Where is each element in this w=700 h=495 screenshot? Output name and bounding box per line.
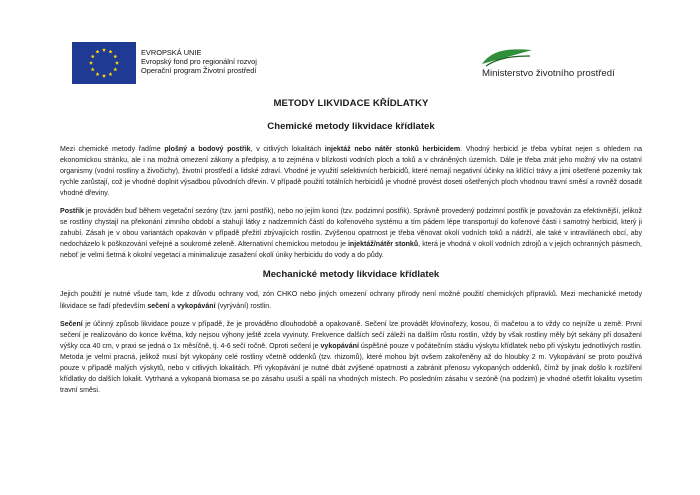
bold-term: vykopávání (320, 342, 359, 350)
eu-line-3: Operační program Životní prostředí (141, 66, 257, 75)
eu-program-text (141, 48, 257, 75)
eu-line-1: EVROPSKÁ UNIE (141, 48, 202, 57)
chemical-paragraph-2: Postřik je prováděn buď během vegetační sezóny (tzv. jarní postřik), nebo no jejím konci (tzv. podzimní postřik). Správně provedený podzimní postřik je považován za efektivnější, jelikož se rostliny chystají na překonání zimního období a stahují látky z nadzemních částí do kořenového systému a tím pádem lépe transportují do kořenové části i samotný herbicid, který ji zahubí. Zásah je v obou variantách opakován v případě přežití zbývajících rostlin. Zvýšenou opatrnost je třeba věnovat okolí vodních toků a nádrží, ale také v intravilánech obcí, aby nedocházelo k poškozování veřejné a soukromé zeleně. Alternativní chemickou metodou je injektáž/nátěr stonků, která je vhodná v okolí vodních zdrojů a v jejich ochranných pásmech, neboť je velmi šetrná k okolní vegetaci a minimalizuje zasažení okolí úniky herbicidu do vody a do půdy. (60, 208, 642, 260)
ministry-name: Ministerstvo životního prostředí (482, 68, 615, 79)
bold-term: injektáž nebo nátěr stonků herbicidem (324, 146, 461, 153)
ministry-logo-block (460, 44, 630, 90)
bold-term: Postřik (60, 208, 84, 216)
chemical-paragraph-1: Mezi chemické metody řadíme plošný a bodový postřik, v citlivých lokalitách injektáž nebo nátěr stonků herbicidem. Vhodný herbicid je třeba vybírat nejen s ohledem na ekonomickou stránku, ale i na možná omezení zákony a předpisy, a to zejména v blízkosti vodních ploch a toků a v chráněných územích. Dále je třeba znát jeho možný vliv na ostatní organismy (vodní rostliny a živočichy), životní prostředí a lidské zdraví. Vhodné je využití selektivních herbicidů, které nemají negativní účinky na klíčící trávy a jimi ošetřené pozemky tak rychle zarůstají, což je vhodné doplnit výsadbou původních dřevin. V případě použití totálních herbicidů je vhodné provést doseti ošetřených ploch vhodnou travní směsí a rovněž dosadit vhodné dřeviny. (60, 146, 643, 198)
mechanical-methods-heading: Mechanické metody likvidace křídlatek (262, 269, 440, 281)
bold-term: plošný a bodový postřik (164, 146, 251, 153)
eu-flag-logo (72, 42, 136, 84)
mechanical-paragraph-1: Jejich použití je nutné všude tam, kde z důvodu ochrany vod, zón CHKO nebo jiných omezení ochrany přírody není možné použití chemických přípravků. Mezi mechanické metody likvidace se řadí především sečení a vykopávání (vyrývání) rostlin. (60, 291, 642, 310)
document-title: METODY LIKVIDACE KŘÍDLATKY (273, 98, 429, 109)
bold-term: Sečení (60, 320, 83, 328)
bold-term: vykopávání (177, 302, 216, 310)
mechanical-paragraph-2: Sečení je účinný způsob likvidace pouze v případě, že je prováděno dlouhodobě a opakovaně. Sečení lze provádět křovinořezy, kosou, či mačetou a to vždy co nejníže u země. První sečení je realizováno do konce května, kdy nejsou výhony ještě zcela vyvinuty. Frekvence dalších sečí záleží na dalším růstu rostlin, vždy by však rostliny měly být sekány při dosažení výšky cca 40 cm, v praxi se jedná o 1x měsíčně, tj. 4-6 sečí ročně. Oproti sečení je vykopávání úspěšné pouze v počátečním stádiu výskytu křídlatek nebo při výskytu jednotlivých rostlin. Metoda je velmi pracná, jelikož musí být vykopány celé rostliny včetně oddenků (tzv. rhizomů), které mohou být ovšem zakořeněny až do hloubky 2 m. Vykopávání se proto používá pouze v případě malých výskytů, nebo v citlivých lokalitách. Při vykopávání je nutné dbát zvýšené opatrnosti a zabránit přenosu vykopaných oddenků, čímž by jinak došlo k rozšíření křídlatky do dalších lokalit. Vytrhaná a vykopaná biomasa se po zásahu usuší a spálí na vhodných místech. Po posledním zásahu v sezóně (na podzim) je vhodné ošetřit lokalitu vysetím travní směsi. (60, 320, 642, 394)
document-body (60, 98, 642, 396)
bold-term: injektáž/nátěr stonků (347, 241, 419, 249)
eu-line-2: Evropský fond pro regionální rozvoj (141, 57, 257, 66)
chemical-methods-heading: Chemické metody likvidace křídlatek (267, 121, 435, 132)
ministry-leaf-logo (478, 46, 536, 68)
bold-term: sečení (147, 302, 170, 310)
page-header (0, 0, 700, 95)
